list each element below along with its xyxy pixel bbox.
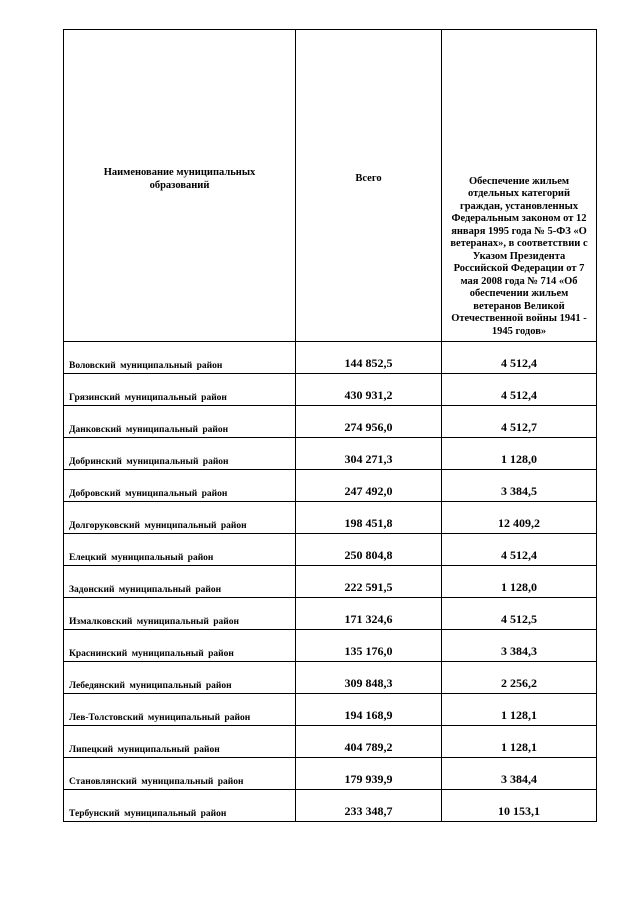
- veterans-value-cell: 12 409,2: [442, 502, 597, 534]
- table-row: [64, 598, 597, 630]
- veterans-value-cell: 4 512,4: [442, 374, 597, 406]
- table-row: [64, 374, 597, 406]
- table-row: [64, 630, 597, 662]
- municipality-name-cell: Задонский муниципальный район: [64, 566, 296, 598]
- total-value-cell: 250 804,8: [296, 534, 442, 566]
- header-veterans-housing: Обеспечение жильем отдельных категорий граждан, установленных Федеральным законом от 12 января 1995 года № 5-ФЗ «О ветеранах», в соответствии с Указом Президента Российской Федерации от 7 мая 2008 года № 714 «Об обеспечении жильем ветеранов Великой Отечественной войны 1941 - 1945 годов»: [442, 30, 597, 342]
- table-row: [64, 342, 597, 374]
- total-value-cell: 135 176,0: [296, 630, 442, 662]
- table-row: [64, 502, 597, 534]
- municipality-name-cell: Добровский муниципальный район: [64, 470, 296, 502]
- municipality-name-cell: Липецкий муниципальный район: [64, 726, 296, 758]
- veterans-value-cell: 1 128,1: [442, 694, 597, 726]
- total-value-cell: 404 789,2: [296, 726, 442, 758]
- table-row: [64, 758, 597, 790]
- total-value-cell: 198 451,8: [296, 502, 442, 534]
- table-row: [64, 790, 597, 822]
- veterans-value-cell: 1 128,0: [442, 566, 597, 598]
- veterans-value-cell: 1 128,1: [442, 726, 597, 758]
- table-row: [64, 566, 597, 598]
- veterans-value-cell: 3 384,4: [442, 758, 597, 790]
- table-row: [64, 438, 597, 470]
- total-value-cell: 247 492,0: [296, 470, 442, 502]
- municipality-name-cell: Лебедянский муниципальный район: [64, 662, 296, 694]
- total-value-cell: 222 591,5: [296, 566, 442, 598]
- table-row: [64, 406, 597, 438]
- municipality-name-cell: Краснинский муниципальный район: [64, 630, 296, 662]
- veterans-value-cell: 3 384,5: [442, 470, 597, 502]
- municipality-name-cell: Грязинский муниципальный район: [64, 374, 296, 406]
- municipality-name-cell: Долгоруковский муниципальный район: [64, 502, 296, 534]
- budget-table: [63, 29, 597, 822]
- header-total: Всего: [296, 30, 442, 342]
- total-value-cell: 309 848,3: [296, 662, 442, 694]
- total-value-cell: 179 939,9: [296, 758, 442, 790]
- municipality-name-cell: Воловский муниципальный район: [64, 342, 296, 374]
- veterans-value-cell: 4 512,7: [442, 406, 597, 438]
- veterans-value-cell: 2 256,2: [442, 662, 597, 694]
- veterans-value-cell: 3 384,3: [442, 630, 597, 662]
- table-header-row: [64, 30, 597, 342]
- total-value-cell: 194 168,9: [296, 694, 442, 726]
- header-municipality: Наименование муниципальных образований: [64, 30, 296, 342]
- total-value-cell: 304 271,3: [296, 438, 442, 470]
- total-value-cell: 144 852,5: [296, 342, 442, 374]
- table-row: [64, 726, 597, 758]
- municipality-name-cell: Становлянский муниципальный район: [64, 758, 296, 790]
- veterans-value-cell: 4 512,5: [442, 598, 597, 630]
- total-value-cell: 274 956,0: [296, 406, 442, 438]
- table-row: [64, 662, 597, 694]
- table-row: [64, 694, 597, 726]
- table-body: [64, 342, 597, 822]
- municipality-name-cell: Данковский муниципальный район: [64, 406, 296, 438]
- table-row: [64, 470, 597, 502]
- municipality-name-cell: Елецкий муниципальный район: [64, 534, 296, 566]
- municipality-name-cell: Лев-Толстовский муниципальный район: [64, 694, 296, 726]
- total-value-cell: 171 324,6: [296, 598, 442, 630]
- total-value-cell: 430 931,2: [296, 374, 442, 406]
- veterans-value-cell: 1 128,0: [442, 438, 597, 470]
- veterans-value-cell: 10 153,1: [442, 790, 597, 822]
- municipality-name-cell: Тербунский муниципальный район: [64, 790, 296, 822]
- veterans-value-cell: 4 512,4: [442, 342, 597, 374]
- municipality-name-cell: Измалковский муниципальный район: [64, 598, 296, 630]
- total-value-cell: 233 348,7: [296, 790, 442, 822]
- municipality-name-cell: Добринский муниципальный район: [64, 438, 296, 470]
- veterans-value-cell: 4 512,4: [442, 534, 597, 566]
- table-row: [64, 534, 597, 566]
- document-table-container: [63, 29, 596, 822]
